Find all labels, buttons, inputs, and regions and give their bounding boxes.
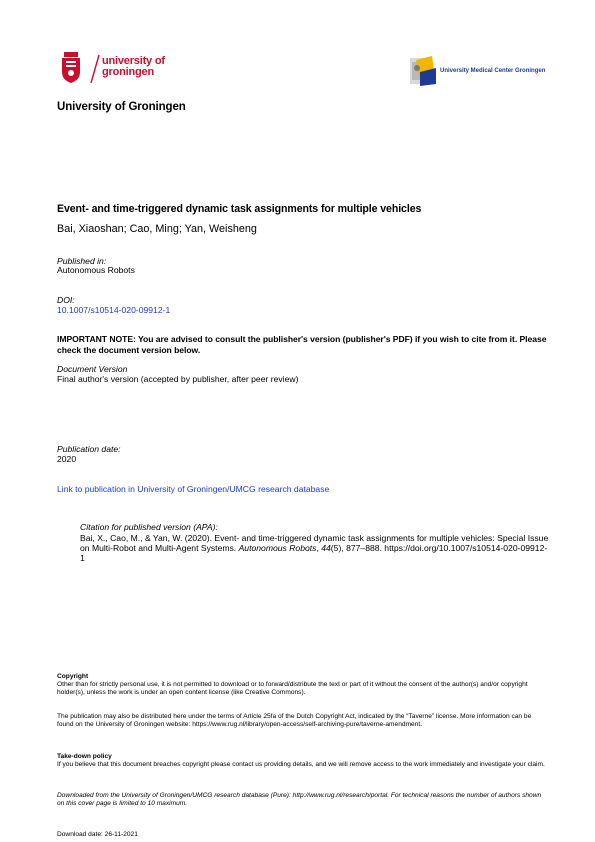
citation-pages-doi: (5), 877–888. https://doi.org/10.1007/s10514-020-09912-1 <box>80 543 548 564</box>
citation-volume: 44 <box>321 543 331 554</box>
institution-name: University of Groningen <box>57 101 186 113</box>
rug-wordmark-line2: groningen <box>102 66 154 78</box>
publication-date-value: 2020 <box>57 454 77 464</box>
download-date: Download date: 26-11-2021 <box>57 831 138 838</box>
university-crest-icon <box>60 52 82 84</box>
taverne-text: The publication may also be distributed here under the terms of Article 25fa of the Dutch Copyright Act, indicated by the “Taverne” license. More information can be found on the University of Groningen website: https://www.rug.nl/library/open-access/self-archiving-pure/taverne-amendment. <box>57 713 532 729</box>
umcg-emblem-icon <box>408 54 438 88</box>
umcg-wordmark: University Medical Center Groningen <box>440 68 546 74</box>
takedown-text: If you believe that this document breaches copyright please contact us providing details, and we will remove access to the work immediately and investigate your claim. <box>57 761 545 768</box>
published-in-label: Published in: <box>57 256 107 266</box>
umcg-logo <box>408 54 548 88</box>
takedown-heading: Take-down policy <box>57 753 112 760</box>
authors: Bai, Xiaoshan; Cao, Ming; Yan, Weisheng <box>57 223 257 235</box>
publication-database-link[interactable]: Link to publication in University of Groningen/UMCG research database <box>57 484 330 494</box>
document-version-value: Final author's version (accepted by publisher, after peer review) <box>57 374 299 384</box>
important-note: IMPORTANT NOTE: You are advised to consult the publisher's version (publisher's PDF) if you wish to cite from it. Please check the document version below. <box>57 334 547 355</box>
citation-journal: Autonomous Robots <box>238 543 317 554</box>
citation-label: Citation for published version (APA): <box>80 522 218 532</box>
rug-wordmark <box>102 56 165 78</box>
copyright-text: Other than for strictly personal use, it is not permitted to download or to forward/distribute the text or part of it without the consent of the author(s) and/or copyright holder(s), unless the work is under an open content license (like Creative Commons). <box>57 681 528 697</box>
logo-slash-icon <box>90 54 100 84</box>
doi-label: DOI: <box>57 295 75 305</box>
document-title: Event- and time-triggered dynamic task assignments for multiple vehicles <box>57 203 422 215</box>
published-in-value: Autonomous Robots <box>57 265 135 275</box>
document-version-label: Document Version <box>57 364 128 374</box>
publication-date-label: Publication date: <box>57 444 121 454</box>
citation-main: Bai, X., Cao, M., & Yan, W. (2020). Event- and time-triggered dynamic task assignments for multiple vehicles: Special Issue on Multi-Robot and Multi-Agent Systems. <box>80 533 549 554</box>
doi-link[interactable]: 10.1007/s10514-020-09912-1 <box>57 305 171 315</box>
copyright-heading: Copyright <box>57 673 89 680</box>
citation-text: Bai, X., Cao, M., & Yan, W. (2020). Event- and time-triggered dynamic task assignments for multiple vehicles: Special Issue on Multi-Robot and Multi-Agent Systems. Autonomous Robots, 44(5), 877–888. https://doi.org/10.1007/s10514-020-09912-1 <box>80 533 549 564</box>
rug-wordmark-line1: university of <box>102 55 165 67</box>
university-of-groningen-logo <box>60 52 180 88</box>
download-note: Downloaded from the University of Groningen/UMCG research database (Pure): http://www.rug.nl/research/portal. For technical reasons the number of authors shown on this cover page is limited to 10 maximum. <box>57 792 542 808</box>
